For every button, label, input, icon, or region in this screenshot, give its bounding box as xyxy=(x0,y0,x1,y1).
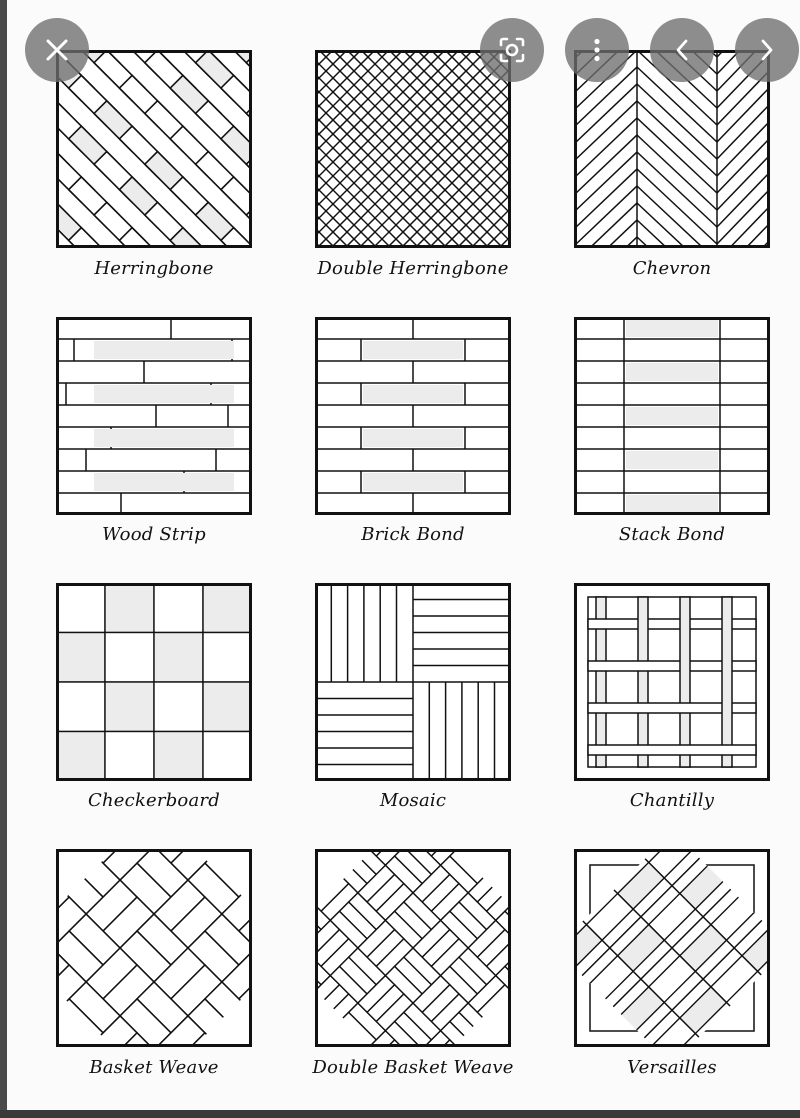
visual-search-button[interactable] xyxy=(480,18,544,82)
lens-search-icon xyxy=(498,36,526,64)
window-edge xyxy=(0,0,7,1118)
tile-wood-strip xyxy=(56,317,252,515)
pattern-label-double-herringbone: Double Herringbone xyxy=(317,258,509,279)
pattern-label-versailles: Versailles xyxy=(627,1057,717,1078)
chevron-left-icon xyxy=(674,38,690,62)
more-vertical-icon xyxy=(593,38,601,62)
pattern-label-herringbone: Herringbone xyxy=(94,258,214,279)
pattern-label-chevron: Chevron xyxy=(632,258,712,279)
pattern-label-mosaic: Mosaic xyxy=(379,790,447,811)
pattern-label-checkerboard: Checkerboard xyxy=(88,790,220,811)
tile-double-herringbone xyxy=(315,50,511,248)
tile-versailles xyxy=(574,849,770,1047)
pattern-label-stack-bond: Stack Bond xyxy=(618,524,726,545)
close-button[interactable] xyxy=(25,18,89,82)
pattern-label-wood-strip: Wood Strip xyxy=(102,524,206,545)
tile-herringbone xyxy=(56,50,252,248)
previous-image-button[interactable] xyxy=(650,18,714,82)
pattern-label-brick-bond: Brick Bond xyxy=(361,524,465,545)
tile-chantilly xyxy=(574,583,770,781)
tile-checkerboard xyxy=(56,583,252,781)
tile-brick-bond xyxy=(315,317,511,515)
next-image-button[interactable] xyxy=(735,18,799,82)
chevron-right-icon xyxy=(759,38,775,62)
tile-double-basket-weave xyxy=(315,849,511,1047)
window-edge-bottom xyxy=(0,1110,800,1118)
tile-mosaic xyxy=(315,583,511,781)
pattern-label-chantilly: Chantilly xyxy=(629,790,715,811)
close-icon xyxy=(44,37,70,63)
tile-stack-bond xyxy=(574,317,770,515)
pattern-label-basket-weave: Basket Weave xyxy=(89,1057,219,1078)
pattern-label-double-basket-weave: Double Basket Weave xyxy=(312,1057,514,1078)
tile-basket-weave xyxy=(56,849,252,1047)
more-options-button[interactable] xyxy=(565,18,629,82)
